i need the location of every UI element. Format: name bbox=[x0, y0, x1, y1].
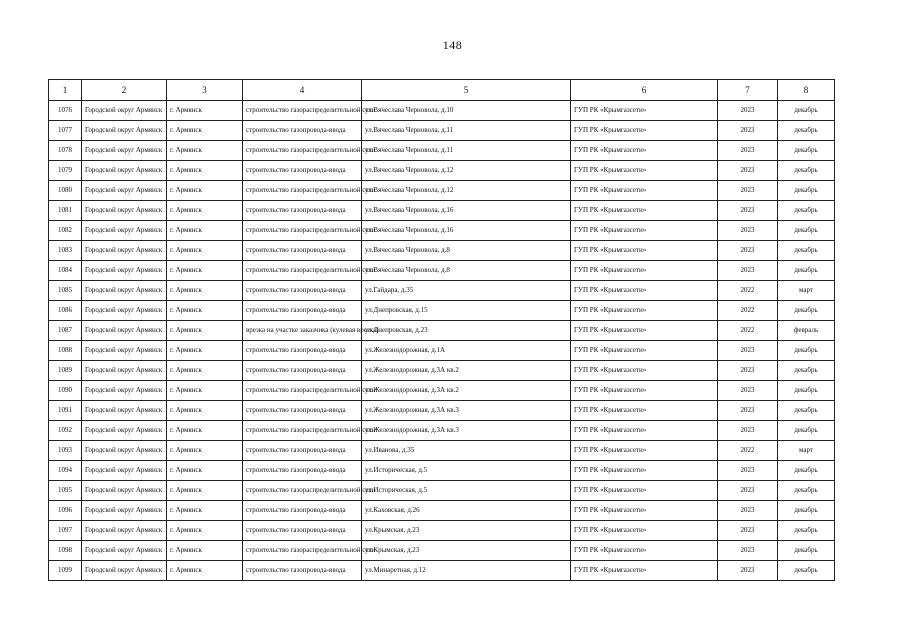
contractor-cell: ГУП РК «Крымгазсети» bbox=[571, 441, 718, 461]
contractor-cell: ГУП РК «Крымгазсети» bbox=[571, 501, 718, 521]
table-row bbox=[49, 241, 835, 261]
year-cell: 2023 bbox=[718, 521, 778, 541]
address-cell: ул.Вячеслава Черновола, д.12 bbox=[362, 181, 571, 201]
municipality-cell: Городской округ Армянск bbox=[82, 201, 167, 221]
page-number: 148 bbox=[442, 38, 463, 52]
municipality-cell: Городской округ Армянск bbox=[82, 501, 167, 521]
header-row bbox=[49, 80, 835, 101]
address-cell: ул.Вячеслава Черновола, д.11 bbox=[362, 141, 571, 161]
work-type-cell: строительство газораспределительной сети bbox=[243, 481, 362, 501]
month-cell: декабрь bbox=[778, 121, 835, 141]
settlement-cell: г. Армянск bbox=[167, 281, 243, 301]
work-type-cell: строительство газораспределительной сети bbox=[243, 181, 362, 201]
address-cell: ул.Железнодорожная, д.1А bbox=[362, 341, 571, 361]
table-row bbox=[49, 221, 835, 241]
table-row bbox=[49, 521, 835, 541]
month-cell: декабрь bbox=[778, 261, 835, 281]
year-cell: 2023 bbox=[718, 201, 778, 221]
work-type-cell: строительство газораспределительной сети bbox=[243, 381, 362, 401]
contractor-cell: ГУП РК «Крымгазсети» bbox=[571, 341, 718, 361]
month-cell: декабрь bbox=[778, 541, 835, 561]
work-type-cell: строительство газопровода-ввода bbox=[243, 501, 362, 521]
settlement-cell: г. Армянск bbox=[167, 341, 243, 361]
settlement-cell: г. Армянск bbox=[167, 401, 243, 421]
contractor-cell: ГУП РК «Крымгазсети» bbox=[571, 541, 718, 561]
contractor-cell: ГУП РК «Крымгазсети» bbox=[571, 381, 718, 401]
year-cell: 2023 bbox=[718, 361, 778, 381]
municipality-cell: Городской округ Армянск bbox=[82, 281, 167, 301]
address-cell: ул.Вячеслава Черновола, д.8 bbox=[362, 241, 571, 261]
column-header: 7 bbox=[718, 80, 778, 101]
settlement-cell: г. Армянск bbox=[167, 501, 243, 521]
row-number-cell: 1094 bbox=[49, 461, 82, 481]
municipality-cell: Городской округ Армянск bbox=[82, 121, 167, 141]
table-row bbox=[49, 201, 835, 221]
address-cell: ул.Железнодорожная, д.3А кв.2 bbox=[362, 381, 571, 401]
column-header: 2 bbox=[82, 80, 167, 101]
month-cell: декабрь bbox=[778, 201, 835, 221]
row-number-cell: 1080 bbox=[49, 181, 82, 201]
address-cell: ул.Историческая, д.5 bbox=[362, 461, 571, 481]
year-cell: 2022 bbox=[718, 321, 778, 341]
year-cell: 2022 bbox=[718, 281, 778, 301]
table-row bbox=[49, 561, 835, 581]
municipality-cell: Городской округ Армянск bbox=[82, 361, 167, 381]
table-row bbox=[49, 341, 835, 361]
contractor-cell: ГУП РК «Крымгазсети» bbox=[571, 361, 718, 381]
work-type-cell: строительство газопровода-ввода bbox=[243, 361, 362, 381]
contractor-cell: ГУП РК «Крымгазсети» bbox=[571, 121, 718, 141]
municipality-cell: Городской округ Армянск bbox=[82, 221, 167, 241]
work-type-cell: строительство газопровода-ввода bbox=[243, 161, 362, 181]
year-cell: 2022 bbox=[718, 301, 778, 321]
column-header: 8 bbox=[778, 80, 835, 101]
year-cell: 2023 bbox=[718, 141, 778, 161]
address-cell: ул.Вячеслава Черновола, д.11 bbox=[362, 121, 571, 141]
work-type-cell: врезка на участке заказчика (кулевая врезка) bbox=[243, 321, 362, 341]
table-row bbox=[49, 541, 835, 561]
month-cell: декабрь bbox=[778, 501, 835, 521]
year-cell: 2023 bbox=[718, 541, 778, 561]
year-cell: 2023 bbox=[718, 241, 778, 261]
municipality-cell: Городской округ Армянск bbox=[82, 341, 167, 361]
row-number-cell: 1093 bbox=[49, 441, 82, 461]
work-type-cell: строительство газопровода-ввода bbox=[243, 461, 362, 481]
settlement-cell: г. Армянск bbox=[167, 121, 243, 141]
year-cell: 2023 bbox=[718, 221, 778, 241]
month-cell: декабрь bbox=[778, 101, 835, 121]
month-cell: декабрь bbox=[778, 461, 835, 481]
contractor-cell: ГУП РК «Крымгазсети» bbox=[571, 561, 718, 581]
work-type-cell: строительство газопровода-ввода bbox=[243, 521, 362, 541]
municipality-cell: Городской округ Армянск bbox=[82, 381, 167, 401]
row-number-cell: 1089 bbox=[49, 361, 82, 381]
settlement-cell: г. Армянск bbox=[167, 461, 243, 481]
table-body bbox=[49, 80, 835, 581]
work-type-cell: строительство газопровода-ввода bbox=[243, 341, 362, 361]
row-number-cell: 1088 bbox=[49, 341, 82, 361]
address-cell: ул.Вячеслава Черновола, д.10 bbox=[362, 101, 571, 121]
contractor-cell: ГУП РК «Крымгазсети» bbox=[571, 401, 718, 421]
column-header: 3 bbox=[167, 80, 243, 101]
municipality-cell: Городской округ Армянск bbox=[82, 461, 167, 481]
work-type-cell: строительство газораспределительной сети bbox=[243, 541, 362, 561]
month-cell: декабрь bbox=[778, 241, 835, 261]
work-type-cell: строительство газораспределительной сети bbox=[243, 141, 362, 161]
year-cell: 2023 bbox=[718, 501, 778, 521]
work-type-cell: строительство газопровода-ввода bbox=[243, 241, 362, 261]
contractor-cell: ГУП РК «Крымгазсети» bbox=[571, 101, 718, 121]
year-cell: 2023 bbox=[718, 101, 778, 121]
work-type-cell: строительство газопровода-ввода bbox=[243, 281, 362, 301]
settlement-cell: г. Армянск bbox=[167, 261, 243, 281]
settlement-cell: г. Армянск bbox=[167, 241, 243, 261]
contractor-cell: ГУП РК «Крымгазсети» bbox=[571, 481, 718, 501]
month-cell: декабрь bbox=[778, 341, 835, 361]
address-cell: ул.Вячеслава Черновола, д.8 bbox=[362, 261, 571, 281]
settlement-cell: г. Армянск bbox=[167, 181, 243, 201]
month-cell: февраль bbox=[778, 321, 835, 341]
address-cell: ул.Железнодорожная, д.3А кв.2 bbox=[362, 361, 571, 381]
settlement-cell: г. Армянск bbox=[167, 101, 243, 121]
settlement-cell: г. Армянск bbox=[167, 421, 243, 441]
settlement-cell: г. Армянск bbox=[167, 301, 243, 321]
work-type-cell: строительство газопровода-ввода bbox=[243, 301, 362, 321]
contractor-cell: ГУП РК «Крымгазсети» bbox=[571, 201, 718, 221]
address-cell: ул.Иванова, д.35 bbox=[362, 441, 571, 461]
contractor-cell: ГУП РК «Крымгазсети» bbox=[571, 141, 718, 161]
address-cell: ул.Вячеслава Черновола, д.16 bbox=[362, 221, 571, 241]
table-row bbox=[49, 461, 835, 481]
address-cell: ул.Железнодорожная, д.3А кв.3 bbox=[362, 421, 571, 441]
table-row bbox=[49, 121, 835, 141]
municipality-cell: Городской округ Армянск bbox=[82, 161, 167, 181]
month-cell: декабрь bbox=[778, 221, 835, 241]
table-row bbox=[49, 301, 835, 321]
contractor-cell: ГУП РК «Крымгазсети» bbox=[571, 421, 718, 441]
table-row bbox=[49, 361, 835, 381]
month-cell: март bbox=[778, 281, 835, 301]
year-cell: 2022 bbox=[718, 441, 778, 461]
contractor-cell: ГУП РК «Крымгазсети» bbox=[571, 181, 718, 201]
month-cell: декабрь bbox=[778, 181, 835, 201]
address-cell: ул.Днепровская, д.15 bbox=[362, 301, 571, 321]
settlement-cell: г. Армянск bbox=[167, 141, 243, 161]
settlement-cell: г. Армянск bbox=[167, 521, 243, 541]
column-header: 4 bbox=[243, 80, 362, 101]
month-cell: декабрь bbox=[778, 381, 835, 401]
work-type-cell: строительство газопровода-ввода bbox=[243, 401, 362, 421]
row-number-cell: 1082 bbox=[49, 221, 82, 241]
municipality-cell: Городской округ Армянск bbox=[82, 141, 167, 161]
address-cell: ул.Железнодорожная, д.3А кв.3 bbox=[362, 401, 571, 421]
address-cell: ул.Днепровская, д.23 bbox=[362, 321, 571, 341]
municipality-cell: Городской округ Армянск bbox=[82, 321, 167, 341]
municipality-cell: Городской округ Армянск bbox=[82, 561, 167, 581]
table-row bbox=[49, 281, 835, 301]
table-row bbox=[49, 161, 835, 181]
contractor-cell: ГУП РК «Крымгазсети» bbox=[571, 281, 718, 301]
table-row bbox=[49, 321, 835, 341]
work-type-cell: строительство газораспределительной сети bbox=[243, 221, 362, 241]
year-cell: 2023 bbox=[718, 261, 778, 281]
row-number-cell: 1077 bbox=[49, 121, 82, 141]
contractor-cell: ГУП РК «Крымгазсети» bbox=[571, 221, 718, 241]
year-cell: 2023 bbox=[718, 421, 778, 441]
row-number-cell: 1084 bbox=[49, 261, 82, 281]
settlement-cell: г. Армянск bbox=[167, 161, 243, 181]
year-cell: 2023 bbox=[718, 181, 778, 201]
year-cell: 2023 bbox=[718, 161, 778, 181]
address-cell: ул.Минаретная, д.12 bbox=[362, 561, 571, 581]
year-cell: 2023 bbox=[718, 341, 778, 361]
table-row bbox=[49, 501, 835, 521]
month-cell: март bbox=[778, 441, 835, 461]
row-number-cell: 1076 bbox=[49, 101, 82, 121]
settlement-cell: г. Армянск bbox=[167, 201, 243, 221]
column-header: 1 bbox=[49, 80, 82, 101]
work-type-cell: строительство газораспределительной сети bbox=[243, 261, 362, 281]
row-number-cell: 1096 bbox=[49, 501, 82, 521]
row-number-cell: 1099 bbox=[49, 561, 82, 581]
contractor-cell: ГУП РК «Крымгазсети» bbox=[571, 521, 718, 541]
municipality-cell: Городской округ Армянск bbox=[82, 541, 167, 561]
table-row bbox=[49, 181, 835, 201]
row-number-cell: 1091 bbox=[49, 401, 82, 421]
year-cell: 2023 bbox=[718, 561, 778, 581]
address-cell: ул.Крымская, д.23 bbox=[362, 541, 571, 561]
month-cell: декабрь bbox=[778, 421, 835, 441]
address-cell: ул.Историческая, д.5 bbox=[362, 481, 571, 501]
municipality-cell: Городской округ Армянск bbox=[82, 421, 167, 441]
month-cell: декабрь bbox=[778, 141, 835, 161]
row-number-cell: 1095 bbox=[49, 481, 82, 501]
settlement-cell: г. Армянск bbox=[167, 321, 243, 341]
month-cell: декабрь bbox=[778, 401, 835, 421]
year-cell: 2023 bbox=[718, 481, 778, 501]
month-cell: декабрь bbox=[778, 161, 835, 181]
municipality-cell: Городской округ Армянск bbox=[82, 481, 167, 501]
settlement-cell: г. Армянск bbox=[167, 441, 243, 461]
work-type-cell: строительство газораспределительной сети bbox=[243, 101, 362, 121]
table-row bbox=[49, 101, 835, 121]
municipality-cell: Городской округ Армянск bbox=[82, 101, 167, 121]
settlement-cell: г. Армянск bbox=[167, 561, 243, 581]
row-number-cell: 1083 bbox=[49, 241, 82, 261]
row-number-cell: 1085 bbox=[49, 281, 82, 301]
settlement-cell: г. Армянск bbox=[167, 481, 243, 501]
work-type-cell: строительство газопровода-ввода bbox=[243, 561, 362, 581]
year-cell: 2023 bbox=[718, 381, 778, 401]
row-number-cell: 1081 bbox=[49, 201, 82, 221]
table-row bbox=[49, 421, 835, 441]
municipality-cell: Городской округ Армянск bbox=[82, 401, 167, 421]
contractor-cell: ГУП РК «Крымгазсети» bbox=[571, 241, 718, 261]
municipality-cell: Городской округ Армянск bbox=[82, 441, 167, 461]
month-cell: декабрь bbox=[778, 481, 835, 501]
row-number-cell: 1097 bbox=[49, 521, 82, 541]
municipality-cell: Городской округ Армянск bbox=[82, 181, 167, 201]
table-row bbox=[49, 261, 835, 281]
municipality-cell: Городской округ Армянск bbox=[82, 261, 167, 281]
month-cell: декабрь bbox=[778, 521, 835, 541]
contractor-cell: ГУП РК «Крымгазсети» bbox=[571, 161, 718, 181]
municipality-cell: Городской округ Армянск bbox=[82, 241, 167, 261]
month-cell: декабрь bbox=[778, 301, 835, 321]
table-row bbox=[49, 481, 835, 501]
row-number-cell: 1098 bbox=[49, 541, 82, 561]
year-cell: 2023 bbox=[718, 461, 778, 481]
row-number-cell: 1079 bbox=[49, 161, 82, 181]
contractor-cell: ГУП РК «Крымгазсети» bbox=[571, 301, 718, 321]
row-number-cell: 1087 bbox=[49, 321, 82, 341]
table-row bbox=[49, 381, 835, 401]
row-number-cell: 1090 bbox=[49, 381, 82, 401]
work-type-cell: строительство газопровода-ввода bbox=[243, 121, 362, 141]
row-number-cell: 1078 bbox=[49, 141, 82, 161]
contractor-cell: ГУП РК «Крымгазсети» bbox=[571, 321, 718, 341]
work-type-cell: строительство газопровода-ввода bbox=[243, 441, 362, 461]
contractor-cell: ГУП РК «Крымгазсети» bbox=[571, 261, 718, 281]
address-cell: ул.Крымская, д.23 bbox=[362, 521, 571, 541]
municipality-cell: Городской округ Армянск bbox=[82, 521, 167, 541]
address-cell: ул.Вячеслава Черновола, д.12 bbox=[362, 161, 571, 181]
row-number-cell: 1086 bbox=[49, 301, 82, 321]
settlement-cell: г. Армянск bbox=[167, 541, 243, 561]
year-cell: 2023 bbox=[718, 121, 778, 141]
table-row bbox=[49, 401, 835, 421]
address-cell: ул.Каховская, д.26 bbox=[362, 501, 571, 521]
month-cell: декабрь bbox=[778, 561, 835, 581]
address-cell: ул.Гайдара, д.35 bbox=[362, 281, 571, 301]
year-cell: 2023 bbox=[718, 401, 778, 421]
address-cell: ул.Вячеслава Черновола, д.16 bbox=[362, 201, 571, 221]
work-type-cell: строительство газопровода-ввода bbox=[243, 201, 362, 221]
contractor-cell: ГУП РК «Крымгазсети» bbox=[571, 461, 718, 481]
column-header: 6 bbox=[571, 80, 718, 101]
month-cell: декабрь bbox=[778, 361, 835, 381]
table-row bbox=[49, 141, 835, 161]
column-header: 5 bbox=[362, 80, 571, 101]
settlement-cell: г. Армянск bbox=[167, 381, 243, 401]
municipality-cell: Городской округ Армянск bbox=[82, 301, 167, 321]
settlement-cell: г. Армянск bbox=[167, 221, 243, 241]
work-type-cell: строительство газораспределительной сети bbox=[243, 421, 362, 441]
table-row bbox=[49, 441, 835, 461]
register-table bbox=[48, 79, 835, 581]
row-number-cell: 1092 bbox=[49, 421, 82, 441]
settlement-cell: г. Армянск bbox=[167, 361, 243, 381]
